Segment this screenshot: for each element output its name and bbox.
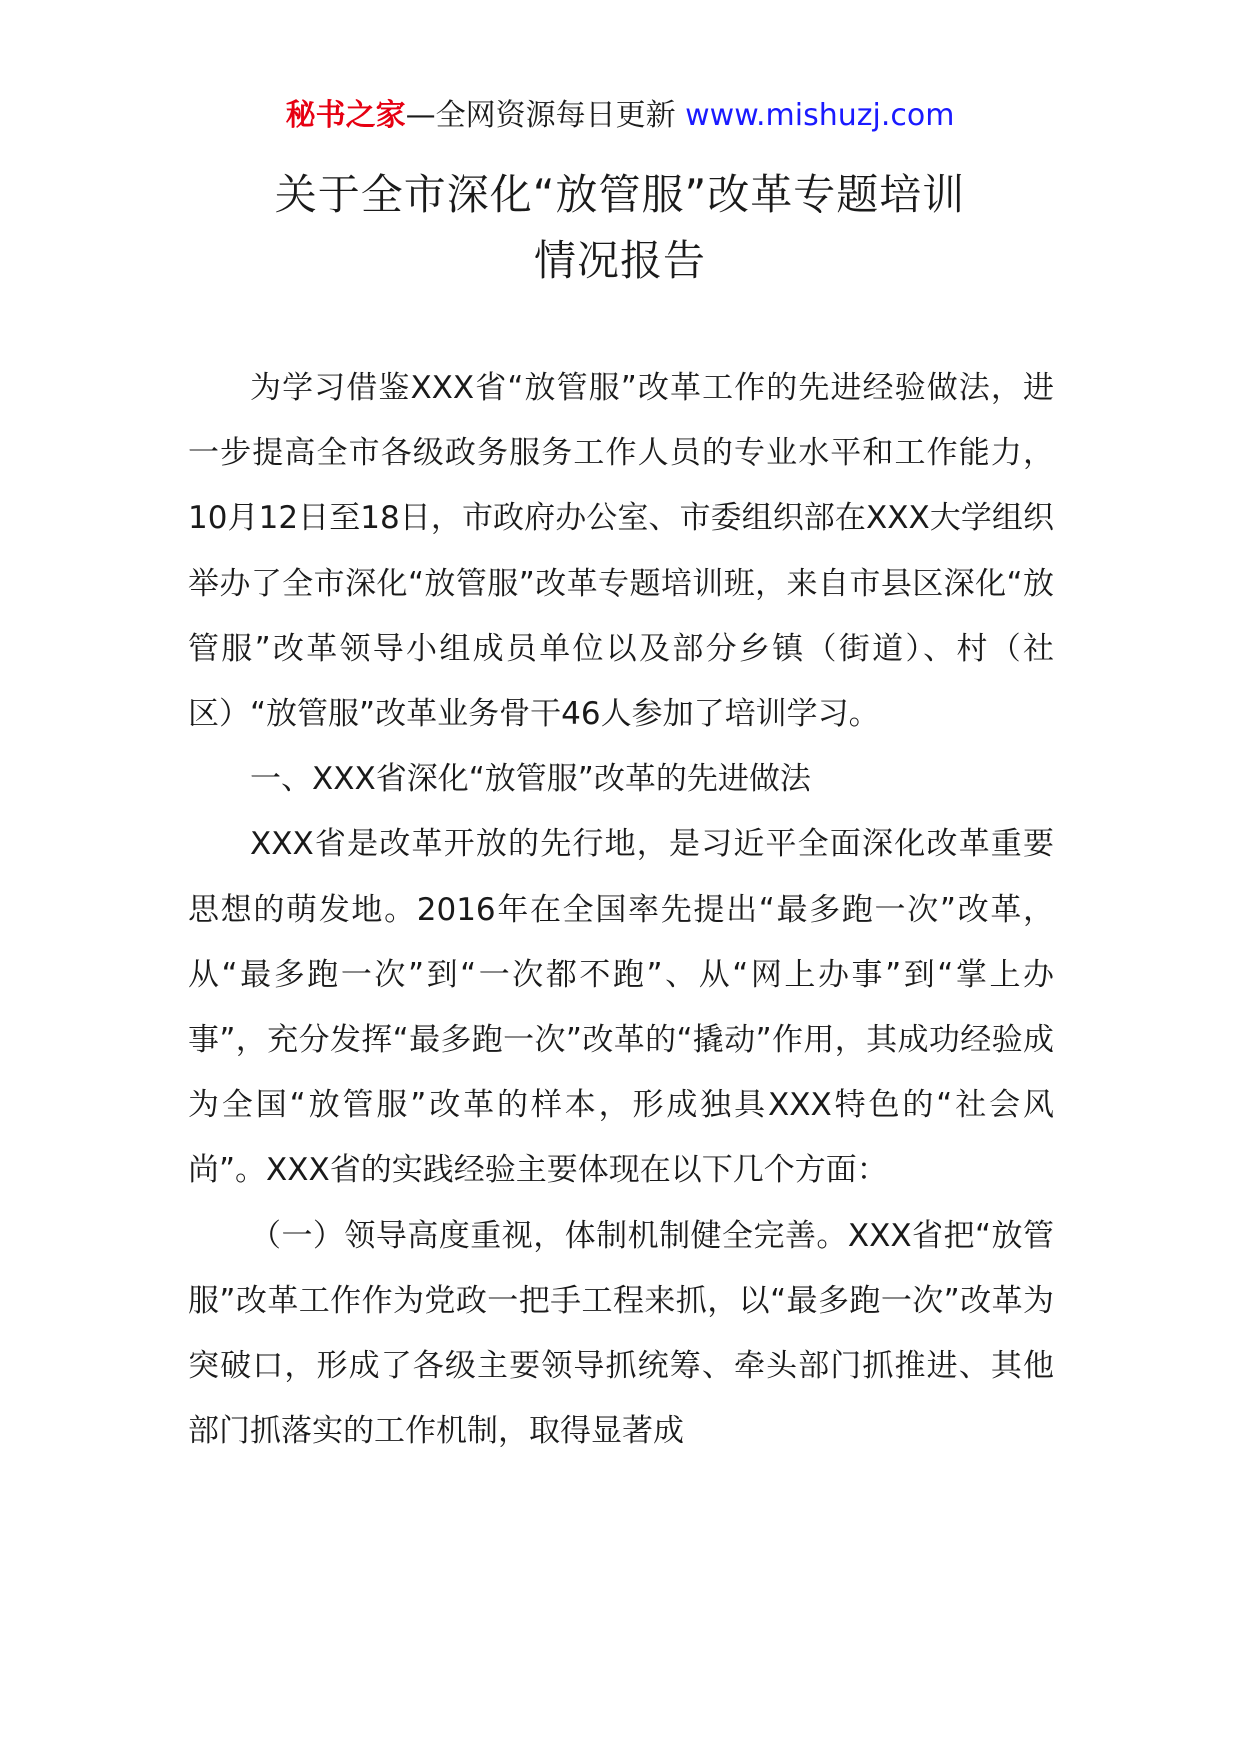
site-header [0,96,1240,136]
brand-name: 秘书之家 [285,98,406,133]
document-title [120,162,1120,294]
header-tagline: —全网资源每日更新 [405,98,676,133]
body-paragraph: （一）领导高度重视，体制机制健全完善。XXX省把“放管服”改革工作作为党政一把手工程来抓，以“最多跑一次”改革为突破口，形成了各级主要领导抓统筹、牵头部门抓推进、其他部门抓落实的工作机制，取得显著成 [188,1217,1054,1450]
section-heading: 一、XXX省深化“放管服”改革的先进做法 [250,761,811,798]
body-paragraph: 为学习借鉴XXX省“放管服”改革工作的先进经验做法，进一步提高全市各级政务服务工作人员的专业水平和工作能力，10月12日至18日，市政府办公室、市委组织部在XXX大学组织举办了全市深化“放管服”改革专题培训班，来自市县区深化“放管服”改革领导小组成员单位以及部分乡镇（街道）、村（社区）“放管服”改革业务骨干46人参加了培训学习。 [188,370,1054,733]
title-line-2: 情况报告 [533,236,706,285]
document-body [188,356,1054,1464]
title-line-1: 关于全市深化“放管服”改革专题培训 [274,170,966,219]
body-paragraph: XXX省是改革开放的先行地，是习近平全面深化改革重要思想的萌发地。2016年在全国率先提出“最多跑一次”改革，从“最多跑一次”到“一次都不跑”、从“网上办事”到“掌上办事”，充分发挥“最多跑一次”改革的“撬动”作用，其成功经验成为全国“放管服”改革的样本，形成独具XXX特色的“社会风尚”。XXX省的实践经验主要体现在以下几个方面： [188,826,1054,1189]
site-url-link[interactable]: www.mishuzj.com [685,98,955,133]
